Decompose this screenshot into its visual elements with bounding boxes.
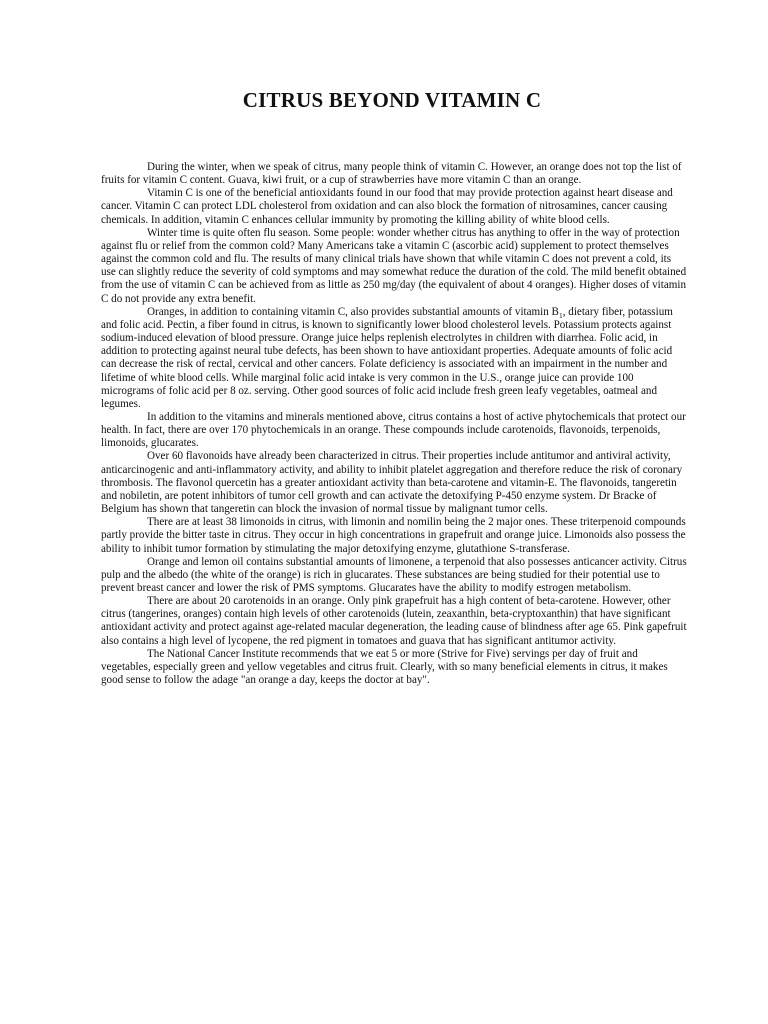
paragraph-limonoids: There are at least 38 limonoids in citrus, with limonin and nomilin being the 2 major ones. These triterpenoid compounds partly provide the bitter taste in citrus. They occur in high concentrations in grapefruit and orange juice. Limonoids also possess the ability to inhibit tumor formation by stimulating the major detoxifying enzyme, glutathione S-transferase. — [101, 516, 686, 555]
document-body — [101, 161, 687, 687]
paragraph-oranges-nutrients — [101, 306, 687, 411]
text-run: Oranges, in addition to containing vitamin C, also provides substantial amounts of vitamin B — [147, 305, 559, 318]
paragraph-conclusion: The National Cancer Institute recommends that we eat 5 or more (Strive for Five) servings per day of fruit and vegetables, especially green and yellow vegetables and citrus fruit. Clearly, with so many beneficial elements in citrus, it makes good sense to follow the adage "an orange a day, keeps the doctor at bay". — [101, 647, 668, 687]
text-run: , dietary fiber, potassium and folic acid. Pectin, a fiber found in citrus, is known to significantly lower blood cholesterol levels. Potassium protects against sodium-induced elevation of blood pressure. Orange juice helps replenish electrolytes in children with diarrhea. Folic acid, in addition to protecting against neural tube defects, has been shown to have antioxidant properties. Adequate amounts of folic acid can decrease the risk of rectal, cervical and other cancers. Folate deficiency is associated with an impairment in the number and lifetime of white blood cells. While marginal folic acid intake is very common in the U.S., orange juice can provide 100 micrograms of folic acid per 8 oz. serving. Other good sources of folic acid include fresh green leafy vegetables, oatmeal and legumes. — [101, 305, 673, 410]
paragraph-limonene: Orange and lemon oil contains substantial amounts of limonene, a terpenoid that also possesses anticancer activity. Citrus pulp and the albedo (the white of the orange) is rich in glucarates. These substances are being studied for their potential use to prevent breast cancer and lower the risk of PMS symptoms. Glucarates have the ability to modify estrogen metabolism. — [101, 555, 687, 594]
page-title: CITRUS BEYOND VITAMIN C — [242, 88, 542, 112]
paragraph-phytochemicals: In addition to the vitamins and minerals mentioned above, citrus contains a host of active phytochemicals that protect our health. In fact, there are over 170 phytochemicals in an orange. These compounds include carotenoids, flavonoids, terpenoids, limonoids, glucarates. — [101, 410, 686, 450]
paragraph-flu-season: Winter time is quite often flu season. Some people: wonder whether citrus has anything to offer in the way of protection against flu or relief from the common cold? Many Americans take a vitamin C (ascorbic acid) supplement to protect themselves against the common cold and flu. The results of many clinical trials have shown that while vitamin C does not prevent a cold, its use can slightly reduce the severity of cold symptoms and may somewhat reduce the duration of the cold. The mild benefit obtained from the use of vitamin C can be achieved from as little as 250 mg/day (the equivalent of about 4 oranges). Higher doses of vitamin C do not provide any extra benefit. — [101, 226, 687, 305]
subscript: 1 — [558, 310, 563, 320]
paragraph-intro: During the winter, when we speak of citrus, many people think of vitamin C. However, an orange does not top the list of fruits for vitamin C content. Guava, kiwi fruit, or a cup of strawberries have more vitamin C than an orange. — [101, 161, 682, 187]
paragraph-flavonoids: Over 60 flavonoids have already been characterized in citrus. Their properties include antitumor and antiviral activity, anticarcinogenic and anti-inflammatory activity, and ability to inhibit platelet aggregation and therefore reduce the risk of coronary thrombosis. The flavonol quercetin has a greater antioxidant activity than beta-carotene and vitamin-E. The flavonoids, tangeretin and nobiletin, are potent inhibitors of tumor cell growth and can activate the detoxifying P-450 enzyme system. Dr Bracke of Belgium has shown that tangeretin can block the invasion of normal tissue by malignant tumor cells. — [101, 450, 683, 516]
paragraph-carotenoids: There are about 20 carotenoids in an orange. Only pink grapefruit has a high content of beta-carotene. However, other citrus (tangerines, oranges) contain high levels of other carotenoids (lutein, zeaxanthin, beta-cryptoxanthin) that have significant antioxidant activity and protect against age-related macular degeneration, the leading cause of blindness after age 65. Pink gapefruit also contains a high level of lycopene, the red pigment in tomatoes and guava that has significant antitumor activity. — [101, 595, 687, 647]
paragraph-antioxidants: Vitamin C is one of the beneficial antioxidants found in our food that may provide protection against heart disease and cancer. Vitamin C can protect LDL cholesterol from oxidation and can also block the formation of nitrosamines, cancer causing chemicals. In addition, vitamin C enhances cellular immunity by promoting the killing ability of white blood cells. — [101, 187, 673, 226]
